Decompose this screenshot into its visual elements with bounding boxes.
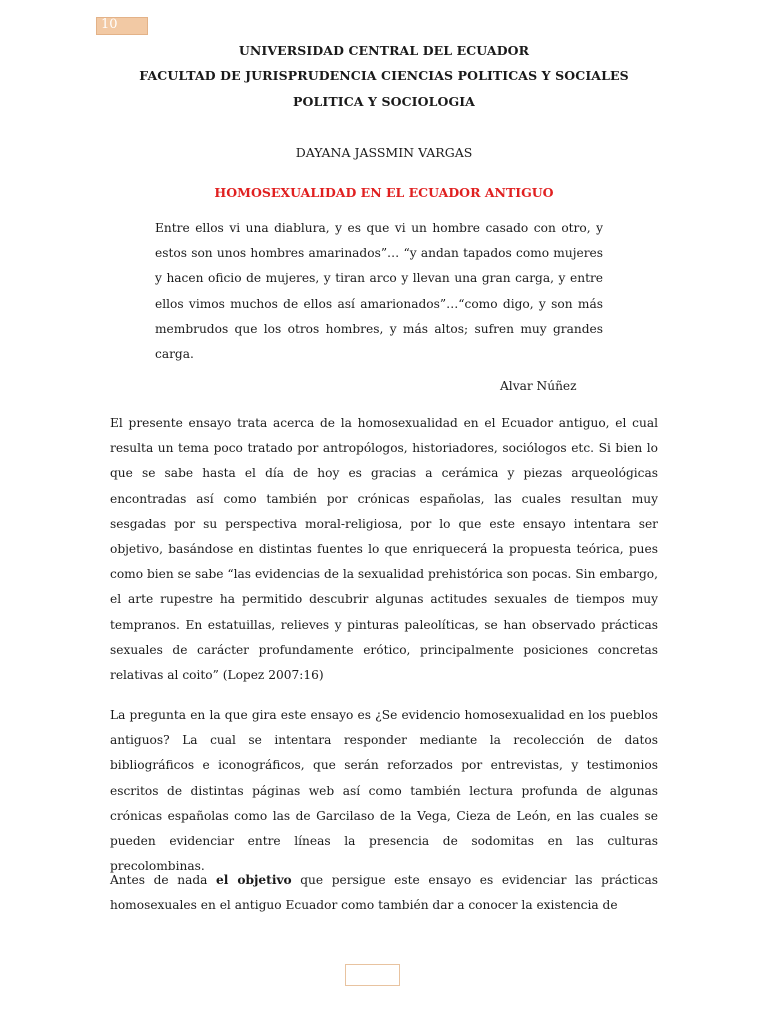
footer-page-box xyxy=(345,964,400,986)
epigraph-attribution: Alvar Núñez xyxy=(500,379,577,393)
program-heading: POLITICA Y SOCIOLOGIA xyxy=(293,94,475,109)
paragraph-3-start: Antes de nada xyxy=(110,873,217,887)
document-title: HOMOSEXUALIDAD EN EL ECUADOR ANTIGUO xyxy=(214,185,554,200)
author-name: DAYANA JASSMIN VARGAS xyxy=(295,145,473,160)
body-paragraph-2: La pregunta en la que gira este ensayo es ¿Se evidencio homosexualidad en los pueblos antiguos? La cual se intentara responder mediante la recolección de datos bibliográficos e iconográficos, que serán reforzados por entrevistas, y testimonios escritos de distintas páginas web así como también lectura profunda de algunas crónicas españolas como las de Garcilaso de la Vega, Cieza de León, en las cuales se pueden evidenciar entre líneas la presencia de sodomitas en las culturas precolombinas. xyxy=(110,708,658,874)
body-paragraph-3 xyxy=(110,868,658,918)
epigraph-quote: Entre ellos vi una diablura, y es que vi un hombre casado con otro, y estos son unos hombres amarinados”… “y andan tapados como mujeres y hacen oficio de mujeres, y tiran arco y llevan una gran carga, y entre ellos vimos muchos de ellos así amarionados”…“como digo, y son más membrudos que los otros hombres, y más altos; sufren muy grandes carga. xyxy=(155,221,603,362)
page-number-tab xyxy=(96,17,148,35)
body-paragraph-1: El presente ensayo trata acerca de la homosexualidad en el Ecuador antiguo, el cual resulta un tema poco tratado por antropólogos, historiadores, sociólogos etc. Si bien lo que se sabe hasta el día de hoy es gracias a cerámica y piezas arqueológicas encontradas así como también por crónicas españolas, las cuales resultan muy sesgadas por su perspectiva moral-religiosa, por lo que este ensayo intentara ser objetivo, basándose en distintas fuentes lo que enriquecerá la propuesta teórica, pues como bien se sabe “las evidencias de la sexualidad prehistórica son pocas. Sin embargo, el arte rupestre ha permitido descubrir algunas actitudes sexuales de tiempos muy tempranos. En estatuillas, relieves y pinturas paleolíticas, se han observado prácticas sexuales de carácter profundamente erótico, principalmente posiciones concretas relativas al coito” (Lopez 2007:16) xyxy=(110,416,658,683)
paragraph-3-end: que persigue este ensayo es evidenciar las prácticas homosexuales en el antiguo Ecuador como también dar a conocer la existencia de xyxy=(110,873,658,913)
university-heading: UNIVERSIDAD CENTRAL DEL ECUADOR xyxy=(238,43,530,58)
faculty-heading: FACULTAD DE JURISPRUDENCIA CIENCIAS POLITICAS Y SOCIALES xyxy=(139,68,629,83)
paragraph-3-bold: el objetivo xyxy=(216,873,292,887)
page-number: 10 xyxy=(101,17,118,32)
